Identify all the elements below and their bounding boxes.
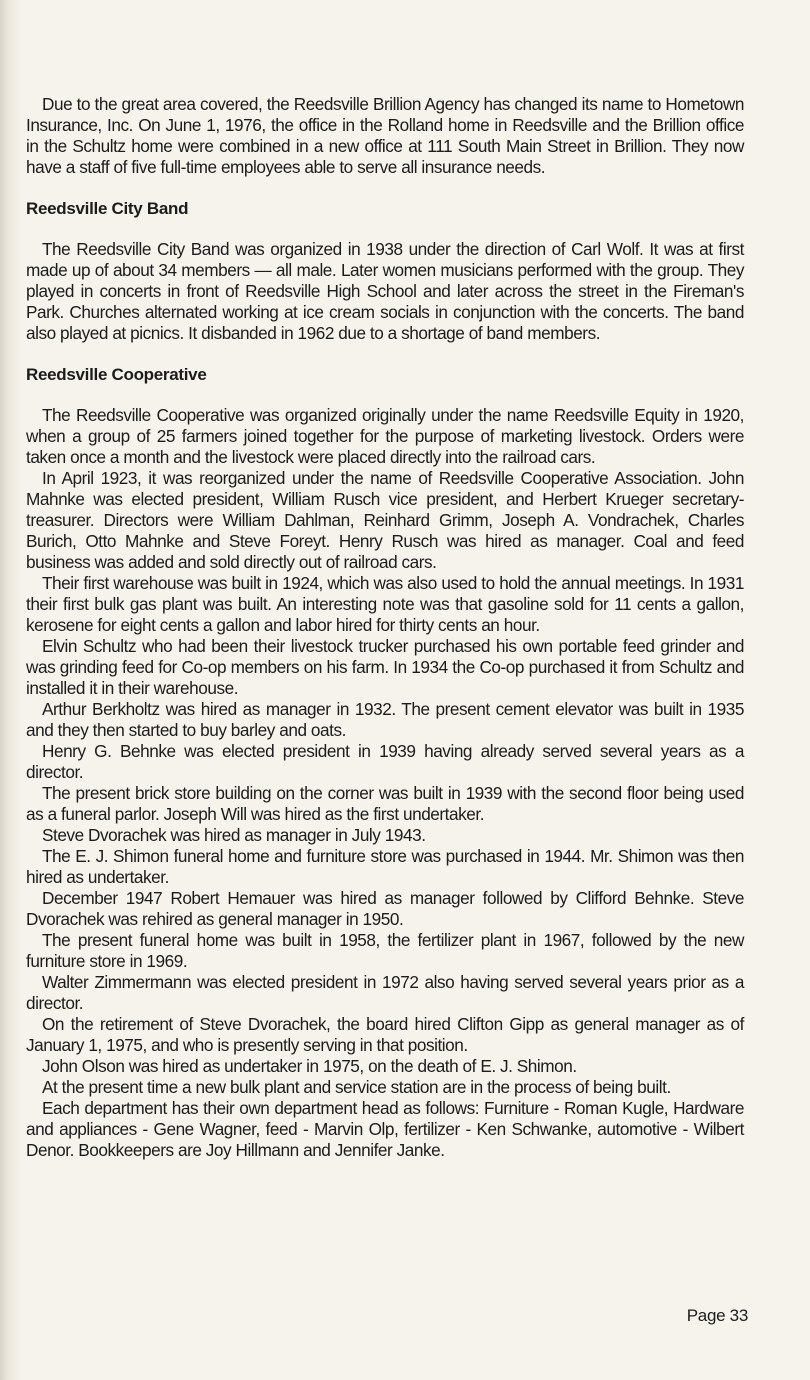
coop-paragraph: The E. J. Shimon funeral home and furniture store was purchased in 1944. Mr. Shimon was then hired as undertaker. bbox=[26, 846, 744, 887]
intro-paragraph: Due to the great area covered, the Reedsville Brillion Agency has changed its name to Hometown Insurance, Inc. On June 1, 1976, the office in the Rolland home in Reedsville and the Brillion office in the Schultz home were combined in a new office at 111 South Main Street in Brillion. They now have a staff of five full-time employees able to serve all insurance needs. bbox=[26, 94, 744, 177]
coop-paragraph: Walter Zimmermann was elected president in 1972 also having served several years prior as a director. bbox=[26, 972, 744, 1013]
coop-paragraph: Steve Dvorachek was hired as manager in July 1943. bbox=[42, 825, 426, 845]
coop-paragraph: Each department has their own department head as follows: Furniture - Roman Kugle, Hardware and appliances - Gene Wagner, feed - Marvin Olp, fertilizer - Ken Schwanke, automotive - Wilbert Denor. Bookkeepers are Joy Hillmann and Jennifer Janke. bbox=[26, 1098, 744, 1160]
coop-paragraph: Arthur Berkholtz was hired as manager in 1932. The present cement elevator was built in 1935 and they then started to buy barley and oats. bbox=[26, 699, 744, 740]
coop-paragraph: Elvin Schultz who had been their livestock trucker purchased his own portable feed grinder and was grinding feed for Co-op members on his farm. In 1934 the Co-op purchased it from Schultz and installed it in their warehouse. bbox=[26, 636, 744, 698]
page-number: Page 33 bbox=[686, 1306, 748, 1325]
section-heading-cooperative: Reedsville Cooperative bbox=[26, 365, 207, 384]
coop-paragraph: The present funeral home was built in 1958, the fertilizer plant in 1967, followed by the new furniture store in 1969. bbox=[26, 930, 744, 971]
section-heading-city-band: Reedsville City Band bbox=[26, 199, 189, 218]
coop-paragraph: On the retirement of Steve Dvorachek, the board hired Clifton Gipp as general manager as of January 1, 1975, and who is presently serving in that position. bbox=[26, 1014, 744, 1055]
coop-paragraph: In April 1923, it was reorganized under the name of Reedsville Cooperative Association. John Mahnke was elected president, William Rusch vice president, and Herbert Krueger secretary-treasurer. Directors were William Dahlman, Reinhard Grimm, Joseph A. Vondrachek, Charles Burich, Otto Mahnke and Steve Foreyt. Henry Rusch was hired as manager. Coal and feed business was added and sold directly out of railroad cars. bbox=[26, 468, 744, 572]
coop-paragraph: The present brick store building on the corner was built in 1939 with the second floor being used as a funeral parlor. Joseph Will was hired as the first undertaker. bbox=[26, 783, 744, 824]
band-paragraph: The Reedsville City Band was organized in 1938 under the direction of Carl Wolf. It was at first made up of about 34 members — all male. Later women musicians performed with the group. They played in concerts in front of Reedsville High School and later across the street in the Fireman's Park. Churches alternated working at ice cream socials in conjunction with the concerts. The band also played at picnics. It disbanded in 1962 due to a shortage of band members. bbox=[26, 239, 744, 343]
page-content bbox=[26, 94, 744, 1161]
coop-paragraph: Henry G. Behnke was elected president in 1939 having already served several years as a director. bbox=[26, 741, 744, 782]
coop-paragraph: John Olson was hired as undertaker in 1975, on the death of E. J. Shimon. bbox=[42, 1056, 577, 1076]
coop-paragraph: December 1947 Robert Hemauer was hired as manager followed by Clifford Behnke. Steve Dvorachek was rehired as general manager in 1950. bbox=[26, 888, 744, 929]
coop-paragraph: The Reedsville Cooperative was organized originally under the name Reedsville Equity in 1920, when a group of 25 farmers joined together for the purpose of marketing livestock. Orders were taken once a month and the livestock were placed directly into the railroad cars. bbox=[26, 405, 744, 467]
coop-paragraph: At the present time a new bulk plant and service station are in the process of being built. bbox=[42, 1077, 671, 1097]
coop-paragraph: Their first warehouse was built in 1924, which was also used to hold the annual meetings. In 1931 their first bulk gas plant was built. An interesting note was that gasoline sold for 11 cents a gallon, kerosene for eight cents a gallon and labor hired for thirty cents an hour. bbox=[26, 573, 744, 635]
